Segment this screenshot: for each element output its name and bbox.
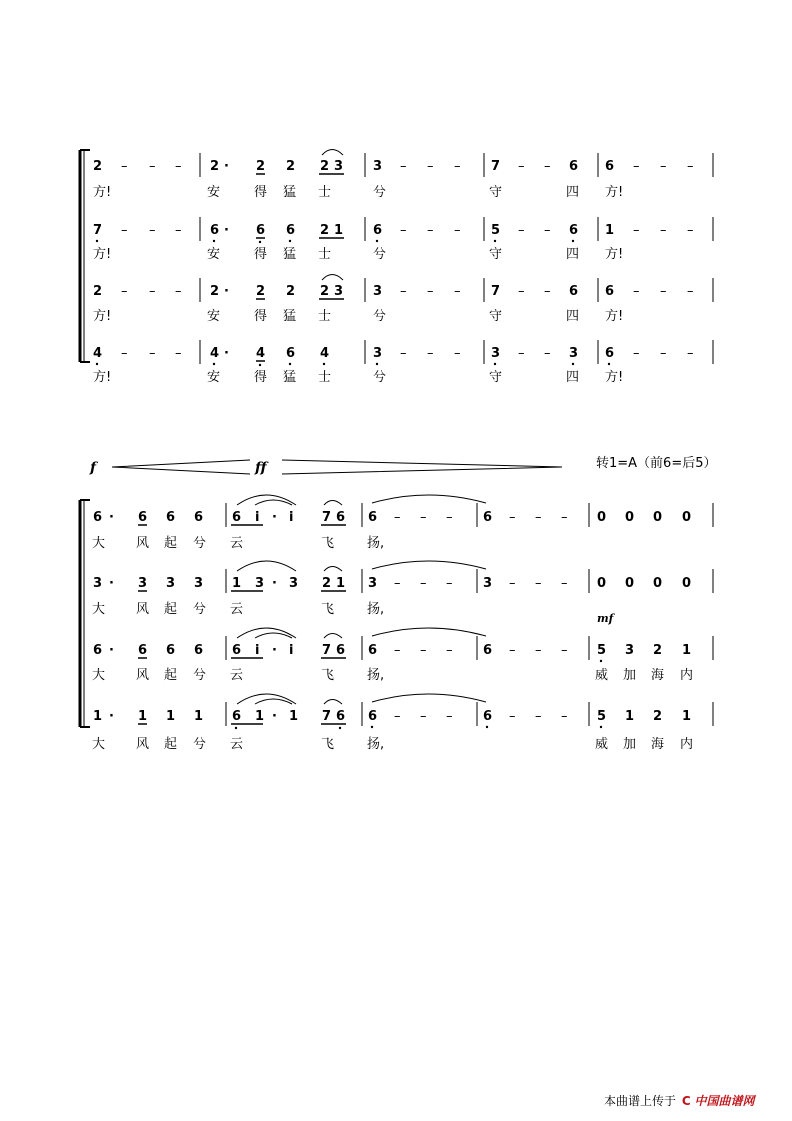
dash: – (420, 643, 427, 658)
lyric: 方! (605, 370, 624, 385)
lyric: 起 (164, 737, 178, 752)
note: 6 (286, 223, 296, 238)
note: 2 (286, 284, 296, 299)
lyric: 兮 (193, 602, 207, 617)
lyric: 兮 (373, 185, 387, 200)
note: 0 (597, 510, 607, 525)
site-name-link[interactable]: 中国曲谱网 (694, 1094, 755, 1108)
lyric: 得 (254, 370, 268, 385)
lyric: 方! (93, 185, 112, 200)
note: 2 (320, 284, 330, 299)
note: 6 (336, 709, 346, 724)
note: 1 (194, 709, 204, 724)
dot: · (224, 159, 229, 174)
lyric: 四 (566, 370, 580, 385)
lyric: 猛 (283, 309, 297, 324)
system-1-staff-3 (93, 275, 694, 325)
dash: – (420, 510, 427, 525)
note: 3 (373, 346, 383, 361)
note: 6 (256, 223, 266, 238)
lyric: 士 (318, 309, 332, 324)
lyric: 风 (136, 602, 150, 617)
note: 6 (368, 643, 378, 658)
dash: – (175, 346, 182, 361)
lyric: 风 (136, 536, 150, 551)
dash: – (518, 159, 525, 174)
note: 6 (368, 510, 378, 525)
lyric: 猛 (283, 247, 297, 262)
lyric: 大 (92, 536, 106, 551)
note: 6 (232, 510, 242, 525)
dash: – (518, 346, 525, 361)
note: 2 (322, 576, 332, 591)
lyric: 扬, (367, 737, 385, 752)
footer-text: 本曲谱上传于 (604, 1094, 677, 1108)
system-2-staff-3 (92, 628, 693, 683)
note: 2 (210, 284, 220, 299)
note: 7 (491, 159, 501, 174)
note: 1 (605, 223, 615, 238)
site-logo-icon: C (681, 1094, 691, 1108)
dash: – (121, 223, 128, 238)
dot: · (109, 576, 114, 591)
lyric: 守 (489, 370, 503, 385)
note: 6 (194, 643, 204, 658)
lyric: 安 (207, 185, 221, 200)
note: 0 (625, 576, 635, 591)
dash: – (394, 643, 401, 658)
dash: – (633, 159, 640, 174)
note: 6 (232, 709, 242, 724)
dash: – (687, 346, 694, 361)
dash: – (394, 510, 401, 525)
dash: – (561, 643, 568, 658)
dash: – (446, 576, 453, 591)
note: 3 (373, 159, 383, 174)
note: 6 (194, 510, 204, 525)
dash: – (454, 284, 461, 299)
note: 6 (569, 159, 579, 174)
system-1-staff-4 (93, 346, 694, 385)
note: 1 (682, 709, 692, 724)
note: 2 (210, 159, 220, 174)
lyric: 飞 (321, 602, 335, 617)
dash: – (687, 284, 694, 299)
lyric: 威 (595, 668, 609, 683)
diminuendo-hairpin (282, 460, 562, 474)
lyric: 飞 (321, 737, 335, 752)
dot: · (272, 709, 277, 724)
note: 3 (255, 576, 265, 591)
dash: – (427, 223, 434, 238)
lyric: 起 (164, 668, 178, 683)
note: 1 (682, 643, 692, 658)
lyric: 守 (489, 247, 503, 262)
note: 3 (289, 576, 299, 591)
dot: · (272, 643, 277, 658)
dash: – (561, 709, 568, 724)
dash: – (561, 576, 568, 591)
note: 6 (166, 643, 176, 658)
dash: – (687, 223, 694, 238)
dash: – (633, 223, 640, 238)
note: 1 (255, 709, 265, 724)
dynamic-mf: mf (597, 612, 614, 625)
note: 4 (256, 346, 266, 361)
lyric: 兮 (193, 668, 207, 683)
lyric: 起 (164, 536, 178, 551)
lyric: 扬, (367, 668, 385, 683)
note: 4 (210, 346, 220, 361)
note: 7 (322, 709, 332, 724)
lyric: 四 (566, 247, 580, 262)
dash: – (544, 223, 551, 238)
lyric: 猛 (283, 370, 297, 385)
note: 2 (256, 284, 266, 299)
note: 1 (289, 709, 299, 724)
lyric: 士 (318, 370, 332, 385)
lyric: 安 (207, 247, 221, 262)
note: 0 (653, 510, 663, 525)
note: 7 (491, 284, 501, 299)
dynamics-row (89, 456, 717, 476)
lyric: 大 (92, 602, 106, 617)
note: i (255, 510, 260, 525)
lyric: 方! (93, 370, 112, 385)
lyric: 内 (680, 737, 694, 752)
note: 0 (653, 576, 663, 591)
note: 5 (597, 643, 607, 658)
dash: – (427, 159, 434, 174)
note: 1 (138, 709, 148, 724)
lyric: 安 (207, 309, 221, 324)
dash: – (454, 346, 461, 361)
lyric: 飞 (321, 668, 335, 683)
dash: – (633, 284, 640, 299)
dash: – (454, 223, 461, 238)
dot: · (109, 510, 114, 525)
dash: – (149, 346, 156, 361)
note: i (289, 510, 294, 525)
dash: – (535, 709, 542, 724)
dash: – (454, 159, 461, 174)
note: 3 (569, 346, 579, 361)
lyric: 兮 (193, 536, 207, 551)
dash: – (509, 510, 516, 525)
dot: · (224, 223, 229, 238)
note: 3 (194, 576, 204, 591)
lyric: 守 (489, 185, 503, 200)
system-2-staff-4 (92, 694, 693, 752)
dash: – (518, 223, 525, 238)
note: 6 (483, 510, 493, 525)
lyric: 风 (136, 668, 150, 683)
note: 6 (605, 284, 615, 299)
dash: – (535, 510, 542, 525)
system-2-barlines (226, 503, 713, 726)
note: 0 (597, 576, 607, 591)
note: 2 (93, 284, 103, 299)
note: 6 (569, 223, 579, 238)
note: 3 (373, 284, 383, 299)
note: 3 (166, 576, 176, 591)
dash: – (509, 576, 516, 591)
lyric: 云 (230, 737, 244, 752)
lyric: 大 (92, 668, 106, 683)
lyric: 方! (605, 309, 624, 324)
lyric: 加 (623, 668, 637, 683)
note: 7 (322, 510, 332, 525)
note: 2 (286, 159, 296, 174)
lyric: 方! (93, 247, 112, 262)
dash: – (400, 284, 407, 299)
note: 3 (491, 346, 501, 361)
dash: – (509, 643, 516, 658)
dot: · (224, 346, 229, 361)
system-1-staff-1 (93, 150, 694, 201)
dash: – (509, 709, 516, 724)
lyric: 云 (230, 602, 244, 617)
note: 4 (93, 346, 103, 361)
note: 4 (320, 346, 330, 361)
lyric: 内 (680, 668, 694, 683)
dash: – (420, 709, 427, 724)
note: 3 (93, 576, 103, 591)
dash: – (149, 284, 156, 299)
lyric: 得 (254, 309, 268, 324)
lyric: 士 (318, 185, 332, 200)
lyric: 方! (605, 185, 624, 200)
lyric: 扬, (367, 536, 385, 551)
system-1 (80, 150, 713, 386)
lyric: 云 (230, 668, 244, 683)
note: 6 (286, 346, 296, 361)
dash: – (660, 346, 667, 361)
note: 6 (336, 510, 346, 525)
dash: – (121, 346, 128, 361)
system-2 (80, 456, 717, 752)
note: 6 (232, 643, 242, 658)
note: 6 (373, 223, 383, 238)
dash: – (394, 709, 401, 724)
dash: – (633, 346, 640, 361)
lyric: 起 (164, 602, 178, 617)
lyric: 方! (605, 247, 624, 262)
lyric: 四 (566, 309, 580, 324)
lyric: 海 (651, 668, 665, 683)
dash: – (400, 159, 407, 174)
lyric: 风 (136, 737, 150, 752)
dash: – (446, 510, 453, 525)
system-1-barlines (200, 153, 713, 364)
note: 3 (368, 576, 378, 591)
note: 0 (682, 576, 692, 591)
note: 6 (93, 510, 103, 525)
note: 2 (653, 643, 663, 658)
lyric: 云 (230, 536, 244, 551)
note: 1 (625, 709, 635, 724)
note: 6 (138, 510, 148, 525)
lyric: 得 (254, 247, 268, 262)
dash: – (175, 284, 182, 299)
dash: – (660, 223, 667, 238)
lyric: 扬, (367, 602, 385, 617)
lyric: 大 (92, 737, 106, 752)
note: 6 (605, 346, 615, 361)
note: 6 (210, 223, 220, 238)
system-2-staff-1 (92, 495, 691, 551)
note: 6 (368, 709, 378, 724)
dash: – (121, 159, 128, 174)
crescendo-hairpin (112, 460, 250, 474)
note: 3 (483, 576, 493, 591)
lyric: 方! (93, 309, 112, 324)
dynamic-ff: ff (255, 460, 267, 476)
note: 0 (682, 510, 692, 525)
note: 6 (605, 159, 615, 174)
footer-upload-note (604, 1092, 755, 1109)
dash: – (400, 346, 407, 361)
dash: – (446, 643, 453, 658)
dot: · (109, 643, 114, 658)
dash: – (687, 159, 694, 174)
key-change-label: 转1=A（前6=后5） (596, 456, 717, 471)
note: 5 (597, 709, 607, 724)
dash: – (446, 709, 453, 724)
note: 6 (483, 643, 493, 658)
dash: – (518, 284, 525, 299)
lyric: 加 (623, 737, 637, 752)
dot: · (224, 284, 229, 299)
lyric: 猛 (283, 185, 297, 200)
dot: · (272, 510, 277, 525)
note: 6 (166, 510, 176, 525)
dash: – (660, 159, 667, 174)
dash: – (149, 159, 156, 174)
note: 3 (625, 643, 635, 658)
note: 1 (93, 709, 103, 724)
dash: – (660, 284, 667, 299)
note: 6 (336, 643, 346, 658)
note: 0 (625, 510, 635, 525)
note: i (255, 643, 260, 658)
note: 5 (491, 223, 501, 238)
note: 2 (320, 159, 330, 174)
dash: – (561, 510, 568, 525)
note: 7 (93, 223, 103, 238)
note: 2 (256, 159, 266, 174)
note: 6 (569, 284, 579, 299)
note: 3 (334, 159, 344, 174)
dash: – (544, 284, 551, 299)
dot: · (109, 709, 114, 724)
lyric: 兮 (373, 247, 387, 262)
lyric: 四 (566, 185, 580, 200)
dash: – (544, 159, 551, 174)
dynamic-f: f (90, 460, 97, 476)
dash: – (394, 576, 401, 591)
note: 2 (320, 223, 330, 238)
dash: – (175, 223, 182, 238)
dash: – (427, 284, 434, 299)
note: 1 (232, 576, 242, 591)
dash: – (535, 643, 542, 658)
system-2-bracket (80, 500, 90, 727)
note: 7 (322, 643, 332, 658)
dash: – (149, 223, 156, 238)
note: 1 (166, 709, 176, 724)
note: 2 (93, 159, 103, 174)
lyric: 海 (651, 737, 665, 752)
note: 3 (334, 284, 344, 299)
note: 3 (138, 576, 148, 591)
note: 6 (138, 643, 148, 658)
system-1-staff-2 (93, 223, 694, 262)
dash: – (427, 346, 434, 361)
lyric: 飞 (321, 536, 335, 551)
lyric: 兮 (193, 737, 207, 752)
note: i (289, 643, 294, 658)
note: 1 (336, 576, 346, 591)
lyric: 得 (254, 185, 268, 200)
lyric: 守 (489, 309, 503, 324)
dash: – (544, 346, 551, 361)
note: 2 (653, 709, 663, 724)
lyric: 士 (318, 247, 332, 262)
dash: – (175, 159, 182, 174)
note: 1 (334, 223, 344, 238)
dash: – (535, 576, 542, 591)
lyric: 兮 (373, 309, 387, 324)
dash: – (121, 284, 128, 299)
note: 6 (93, 643, 103, 658)
lyric: 兮 (373, 370, 387, 385)
dash: – (420, 576, 427, 591)
dot: · (272, 576, 277, 591)
lyric: 安 (207, 370, 221, 385)
dash: – (400, 223, 407, 238)
system-1-bracket (80, 150, 90, 362)
note: 6 (483, 709, 493, 724)
system-2-staff-2 (92, 561, 691, 625)
lyric: 威 (595, 737, 609, 752)
